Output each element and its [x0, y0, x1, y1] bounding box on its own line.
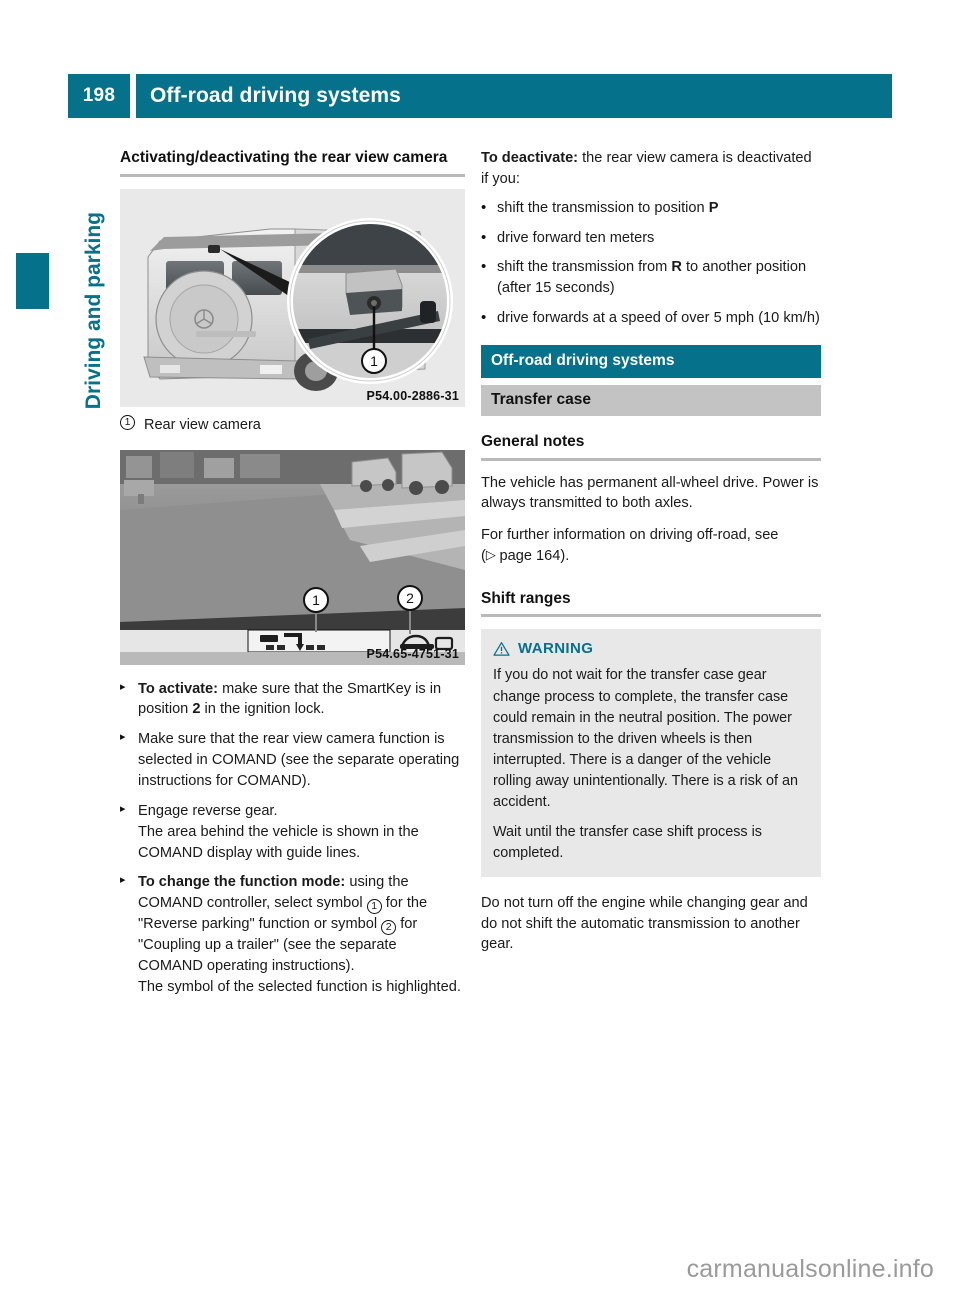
figure-legend-rear-view-camera — [120, 415, 465, 436]
dot-bullet-icon: • — [481, 228, 487, 246]
page-header — [68, 74, 892, 118]
list-item — [481, 308, 821, 329]
condition-text: shift the transmission to position P — [497, 199, 719, 216]
heading-rule — [481, 458, 821, 461]
svg-text:1: 1 — [370, 352, 378, 369]
section-heading-shift-ranges: Shift ranges — [481, 589, 571, 607]
callout-marker-1: 1 — [120, 415, 135, 430]
inline-callout-2: 2 — [381, 920, 396, 935]
figure-legend-label: Rear view camera — [144, 416, 261, 433]
section-heading-general-notes: General notes — [481, 433, 585, 451]
triangle-bullet-icon: ▸ — [120, 802, 126, 815]
step-text: Engage reverse gear. The area behind the vehicle is shown in the COMAND display with guide lines. — [138, 802, 419, 861]
right-column — [481, 148, 821, 966]
step-text: Make sure that the rear view camera function is selected in COMAND (see the separate operating instructions for COMAND). — [138, 731, 460, 789]
condition-text: shift the transmission from R to another position (after 15 seconds) — [497, 259, 807, 297]
svg-text:1: 1 — [312, 591, 320, 608]
triangle-bullet-icon: ▸ — [120, 874, 126, 887]
watermark: carmanualsonline.info — [686, 1255, 934, 1283]
condition-text: drive forwards at a speed of over 5 mph (10 km/h) — [497, 310, 820, 327]
warning-title: WARNING — [518, 640, 594, 658]
warning-paragraph-1: If you do not wait for the transfer case gear change process to complete, the transfer case could remain in the neutral position. The power transmission to the driven wheels is then interrupted. There is a danger of the vehicle rolling away unintentionally. There is a risk of an accident. — [493, 667, 799, 810]
dot-bullet-icon: • — [481, 258, 487, 276]
triangle-bullet-icon: ▸ — [120, 731, 126, 744]
chapter-sidebar-marker — [16, 253, 49, 309]
chapter-sidebar-label: Driving and parking — [82, 212, 105, 410]
inline-callout-1: 1 — [367, 899, 382, 914]
step-text: To activate: make sure that the SmartKey is in position 2 in the ignition lock. — [138, 680, 442, 718]
dot-bullet-icon: • — [481, 309, 487, 327]
activation-steps-list — [120, 679, 465, 998]
condition-text: drive forward ten meters — [497, 229, 655, 246]
step-text: To change the function mode: using the COMAND controller, select symbol 1 for the "Reverse parking" function or symbol 2 for "Coupling up a trailer" (see the separate COMAND operating instructions). The symbol of the selected function is highlighted. — [138, 874, 461, 995]
list-item — [120, 679, 465, 721]
page-number: 198 — [68, 74, 130, 118]
warning-triangle-icon — [493, 641, 510, 656]
warning-box — [481, 629, 821, 876]
figure-vehicle-rear-camera — [120, 189, 465, 407]
list-item — [120, 801, 465, 864]
heading-rule — [481, 614, 821, 617]
section-heading-activating: Activating/deactivating the rear view camera — [120, 149, 448, 166]
list-item — [120, 729, 465, 792]
deactivate-intro: To deactivate: the rear view camera is deactivated if you: — [481, 150, 812, 187]
section-bar-off-road-driving-systems: Off-road driving systems — [481, 345, 821, 378]
step-subtext: The symbol of the selected function is highlighted. — [138, 978, 461, 995]
closing-paragraph: Do not turn off the engine while changing gear and do not shift the automatic transmission to another gear. — [481, 894, 808, 953]
general-notes-paragraph-1: The vehicle has permanent all-wheel drive. Power is always transmitted to both axles. — [481, 474, 819, 512]
general-notes-paragraph-2: For further information on driving off-road, see (▷ page 164). — [481, 527, 779, 565]
chapter-sidebar — [62, 212, 106, 650]
dot-bullet-icon: • — [481, 198, 487, 216]
list-item — [481, 257, 821, 299]
page-title: Off-road driving systems — [136, 74, 892, 118]
page-reference-text: page 164 — [499, 548, 561, 565]
figure-caption: P54.00-2886-31 — [366, 388, 459, 403]
figure-caption: P54.65-4751-31 — [366, 646, 459, 661]
vehicle-rear-illustration — [120, 189, 465, 407]
step-lead: To change the function mode: — [138, 874, 346, 891]
page-reference-icon: ▷ — [485, 547, 500, 563]
list-item — [120, 872, 465, 997]
svg-text:2: 2 — [406, 589, 414, 606]
step-lead: To activate: — [138, 680, 219, 697]
list-item — [481, 198, 821, 219]
warning-paragraph-2: Wait until the transfer case shift process is completed. — [493, 823, 762, 861]
step-subtext: The area behind the vehicle is shown in the COMAND display with guide lines. — [138, 823, 419, 861]
deactivate-conditions-list — [481, 198, 821, 329]
triangle-bullet-icon: ▸ — [120, 680, 126, 693]
rear-view-camera-display-illustration — [120, 450, 465, 665]
figure-camera-display — [120, 450, 465, 665]
left-column — [120, 148, 465, 1007]
heading-rule — [120, 174, 465, 177]
section-bar-transfer-case: Transfer case — [481, 385, 821, 416]
warning-header — [493, 640, 809, 657]
list-item — [481, 228, 821, 249]
